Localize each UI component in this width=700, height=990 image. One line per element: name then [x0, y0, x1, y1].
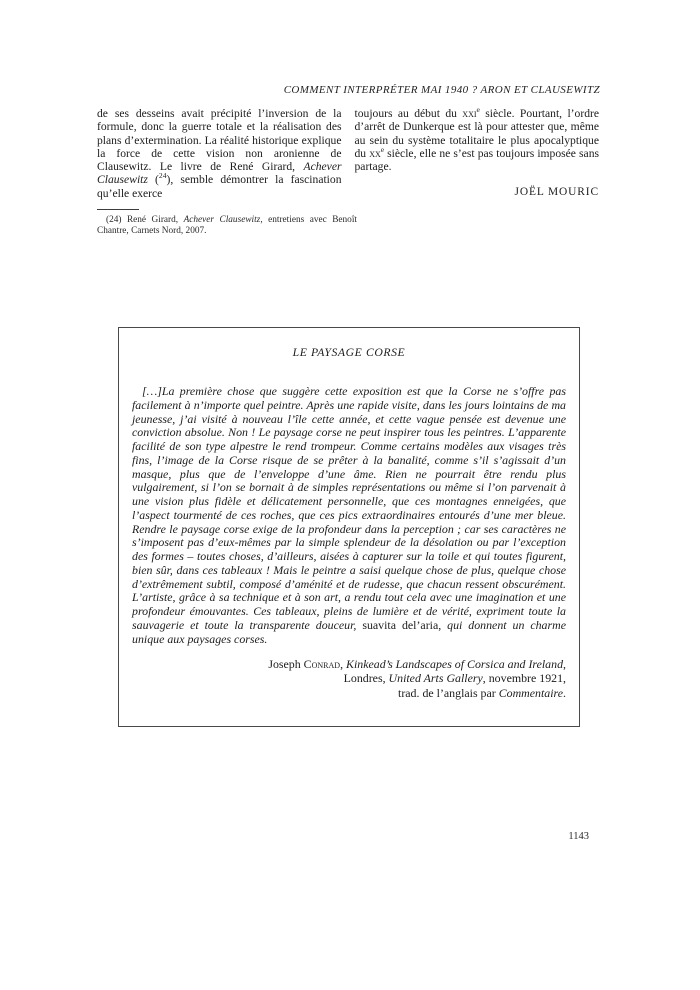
- gallery-name: United Arts Gallery: [388, 671, 483, 686]
- right-column-paragraph: [355, 107, 600, 173]
- running-header: COMMENT INTERPRÉTER MAI 1940 ? ARON ET CLAUSEWITZ: [283, 84, 600, 96]
- body-text: (: [147, 173, 159, 187]
- attribution-text: Joseph: [268, 657, 304, 672]
- body-text: de ses desseins avait précipité l’inversion de la formule, donc la guerre totale et la réalisation des plans d’extermination. La réalité historique explique la force de cette vision non aronienne de Clausewitz. Le livre de René Girard,: [97, 107, 342, 174]
- attribution-line: [132, 686, 566, 700]
- body-text: siècle, elle ne s’est pas toujours imposée sans partage.: [354, 146, 600, 174]
- ordinal-superscript: e: [476, 105, 480, 115]
- attribution-text: , novembre 1921,: [482, 671, 566, 686]
- footnote-reference: 24: [158, 171, 167, 181]
- quote-box: [118, 327, 580, 727]
- book-title: Achever Clausewitz: [97, 160, 342, 187]
- quote-text: […]La première chose que suggère cette exposition est que la Corse ne s’offre pas facilement à n’importe quel peintre. Après une rapide visite, dans les jours lointains de ma jeunesse, j’ai visité à nouveau l’île cette année, et cette vague pensée est devenue une conviction absolue. Non ! Le paysage corse ne peut inspirer tous les peintres. L’apparente facilité de son type alpestre le rend trompeur. Comme certains modèles aux visages très fins, l’image de la Corse risque de se prêter à la banalité, comme s’il s’agissait d’un masque, plus que de l’enveloppe d’une âme. Rien ne pourrait être rendu plus vulgairement, si l’on se bornait à de simples représentations ou même si l’on parvenait à une vision plus fidèle et délicatement personnelle, que ces montagnes enneigées, que l’aspect tourmenté de ces roches, que ces pics extraordinaires entourés d’une mer bleue. Rendre le paysage corse exige de la profondeur dans la perception ; car ses caractères ne s’imposent pas d’eux-mêmes par la simple splendeur de la désolation ou par l’exception des formes – toutes choses, d’ailleurs, aisées à capturer sur la toile et qui toutes figurent, bien sûr, dans ces tableaux ! Mais le peintre a saisi quelque chose de plus, quelque chose d’extrêmement subtil, composé d’aménité et de rudesse, que chacun ressent obscurément. L’artiste, grâce à sa technique et à son art, a rendu tout cela avec une imagination et une profondeur émouvantes. Ces tableaux, pleins de lumière et de vérité, expriment toute la sauvagerie et toute la transparente douceur,: [132, 384, 566, 632]
- article-right-column: [355, 107, 600, 200]
- article-left-column: [97, 107, 342, 200]
- footnote-separator-rule: [97, 209, 139, 210]
- attribution-line: [132, 671, 566, 685]
- footnote: [97, 215, 357, 237]
- century-small-caps: xx: [369, 146, 381, 160]
- century-small-caps: xxi: [462, 107, 477, 120]
- attribution-text: trad. de l’anglais par: [398, 685, 499, 700]
- body-text: toujours au début du: [354, 107, 463, 120]
- ordinal-superscript: e: [380, 145, 385, 155]
- attribution-text: .: [563, 685, 566, 700]
- attribution-line: [132, 657, 566, 671]
- body-text: siècle. Pourtant, l’ordre d’arrêt de Dunkerque est là pour attester que, même au sein du système totalitaire le plus apocalyptique du: [354, 107, 600, 160]
- book-title: Achever Clausewitz: [183, 215, 261, 225]
- quote-attribution: [132, 657, 566, 700]
- attribution-text: ,: [563, 657, 566, 672]
- footnote-text: (24) René Girard,: [106, 215, 184, 225]
- body-text: ), semble démontrer la fascination qu’elle exerce: [97, 173, 342, 200]
- roman-phrase: suavita del’aria,: [362, 617, 442, 632]
- page-number: 1143: [568, 831, 589, 842]
- article-columns: [97, 107, 599, 200]
- attribution-text: ,: [340, 657, 347, 672]
- quote-box-title: LE PAYSAGE CORSE: [292, 346, 406, 359]
- left-column-paragraph: [97, 107, 342, 200]
- quote-box-body: [132, 385, 566, 646]
- footnote-text: , entretiens avec Benoît Chantre, Carnets Nord, 2007.: [97, 215, 357, 236]
- quote-text: qui donnent un charme unique aux paysages corses.: [132, 617, 566, 646]
- author-signature: JOËL MOURIC: [514, 186, 599, 199]
- author-name-small-caps: Conrad: [303, 657, 341, 672]
- attribution-text: Londres,: [343, 671, 389, 686]
- exhibition-title: Kinkead’s Landscapes of Corsica and Ireland: [346, 657, 564, 672]
- journal-name: Commentaire: [498, 685, 564, 700]
